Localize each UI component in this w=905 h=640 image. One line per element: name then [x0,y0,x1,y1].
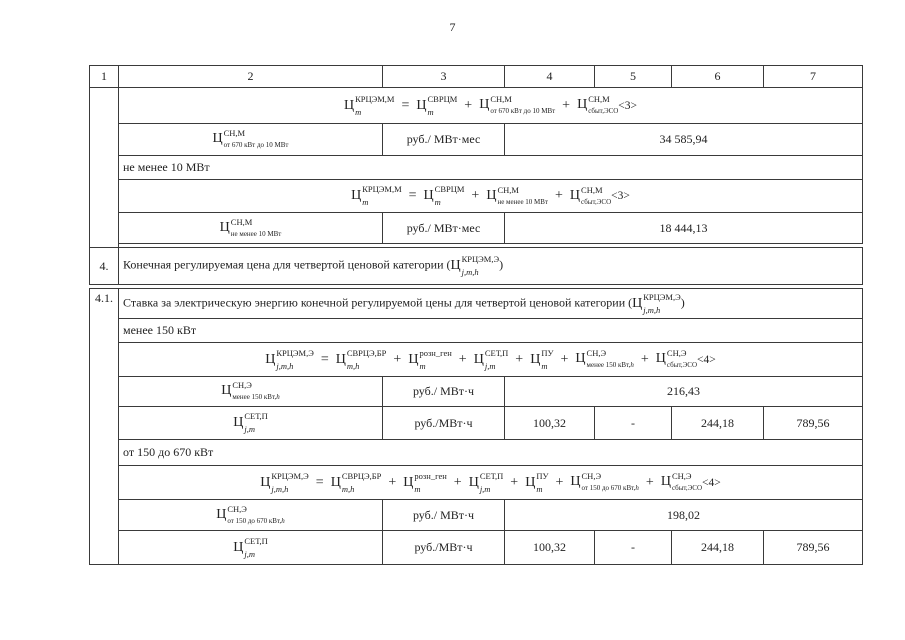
header-col-1: 1 [90,66,119,88]
symbol-sn-ge10: Ц СН,М не менее 10 МВт [119,213,383,244]
formula-krcem-150-670: Ц КРЦЭМ,Э j,m,h = Ц СВРЦЭ,БР m,h + Ц розн_ген m + Ц СЕТ,П j,m + Ц ПУ m + Ц СН,Э от 150 до 670 кВт,h + Ц СН,Э сбыт,ЭСО <4> [119,466,863,500]
formula-krcem-lt150: Ц КРЦЭМ,Э j,m,h = Ц СВРЦЭ,БР m,h + Ц розн_ген m + Ц СЕТ,П j,m + Ц ПУ m + Ц СН,Э менее 150 кВт,h + Ц СН,Э сбыт,ЭСО <4> [119,343,863,377]
symbol-sn-lt150: Ц СН,Э менее 150 кВт,h [119,377,383,407]
value-cell: 244,18 [672,407,764,440]
table-row [90,407,863,440]
table-row [90,377,863,407]
symbol-set-p: Ц СЕТ,П j,m [119,531,383,565]
value-lt150: 216,43 [505,377,863,407]
subheading-ge10: не менее 10 МВт [119,156,863,180]
table-row [90,124,863,156]
unit-cell: руб./ МВт·мес [383,124,505,156]
table-row [90,466,863,500]
header-col-7: 7 [764,66,863,88]
table-row [90,500,863,531]
header-col-5: 5 [595,66,672,88]
value-cell: - [595,407,672,440]
table-row [90,440,863,466]
value-cell: 100,32 [505,407,595,440]
value-150-670: 198,02 [505,500,863,531]
symbol-sn-150-670: Ц СН,Э от 150 до 670 кВт,h [119,500,383,531]
table-row [90,88,863,124]
value-cell: 244,18 [672,531,764,565]
header-col-6: 6 [672,66,764,88]
value-cell: 789,56 [764,531,863,565]
symbol-sn-670-10: Ц СН,М от 670 кВт до 10 МВт [119,124,383,156]
formula-krcem-670-10: Ц КРЦЭМ,М m = Ц СВРЦМ m + Ц СН,М от 670 кВт до 10 МВт + Ц СН,М сбыт,ЭСО <3> [119,88,863,124]
table-row [90,248,863,285]
subheading-lt150: менее 150 кВт [119,319,863,343]
formula-krcem-ge10: Ц КРЦЭМ,М m = Ц СВРЦМ m + Ц СН,М не менее 10 МВт + Ц СН,М сбыт,ЭСО <3> [119,180,863,213]
table-row [90,180,863,213]
table-row [90,531,863,565]
unit-cell: руб./ МВт·ч [383,500,505,531]
value-670-10: 34 585,94 [505,124,863,156]
table-row [90,343,863,377]
value-cell: 789,56 [764,407,863,440]
symbol-set-p: Ц СЕТ,П j,m [119,407,383,440]
value-cell: 100,32 [505,531,595,565]
unit-cell: руб./МВт·ч [383,407,505,440]
header-col-4: 4 [505,66,595,88]
unit-cell: руб./ МВт·ч [383,377,505,407]
unit-cell: руб./МВт·ч [383,531,505,565]
table-row [90,213,863,244]
table-row [90,289,863,319]
header-row [90,66,863,88]
header-col-3: 3 [383,66,505,88]
value-ge10: 18 444,13 [505,213,863,244]
page-number: 7 [449,20,456,34]
value-cell: - [595,531,672,565]
tariff-table [89,65,863,565]
section-4-title: Конечная регулируемая цена для четвертой ценовой категории (Ц КРЦЭМ,Э j,m,h ) [119,248,863,285]
unit-cell: руб./ МВт·мес [383,213,505,244]
row-number-4-1: 4.1. [90,289,119,565]
section-4-1-title: Ставка за электрическую энергию конечной регулируемой цены для четвертой ценовой категории (Ц КРЦЭМ,Э j,m,h ) [119,289,863,319]
table-row [90,319,863,343]
subheading-150-670: от 150 до 670 кВт [119,440,863,466]
table-row [90,156,863,180]
row-number-4: 4. [90,248,119,285]
header-col-2: 2 [119,66,383,88]
row-number-empty [90,88,119,248]
